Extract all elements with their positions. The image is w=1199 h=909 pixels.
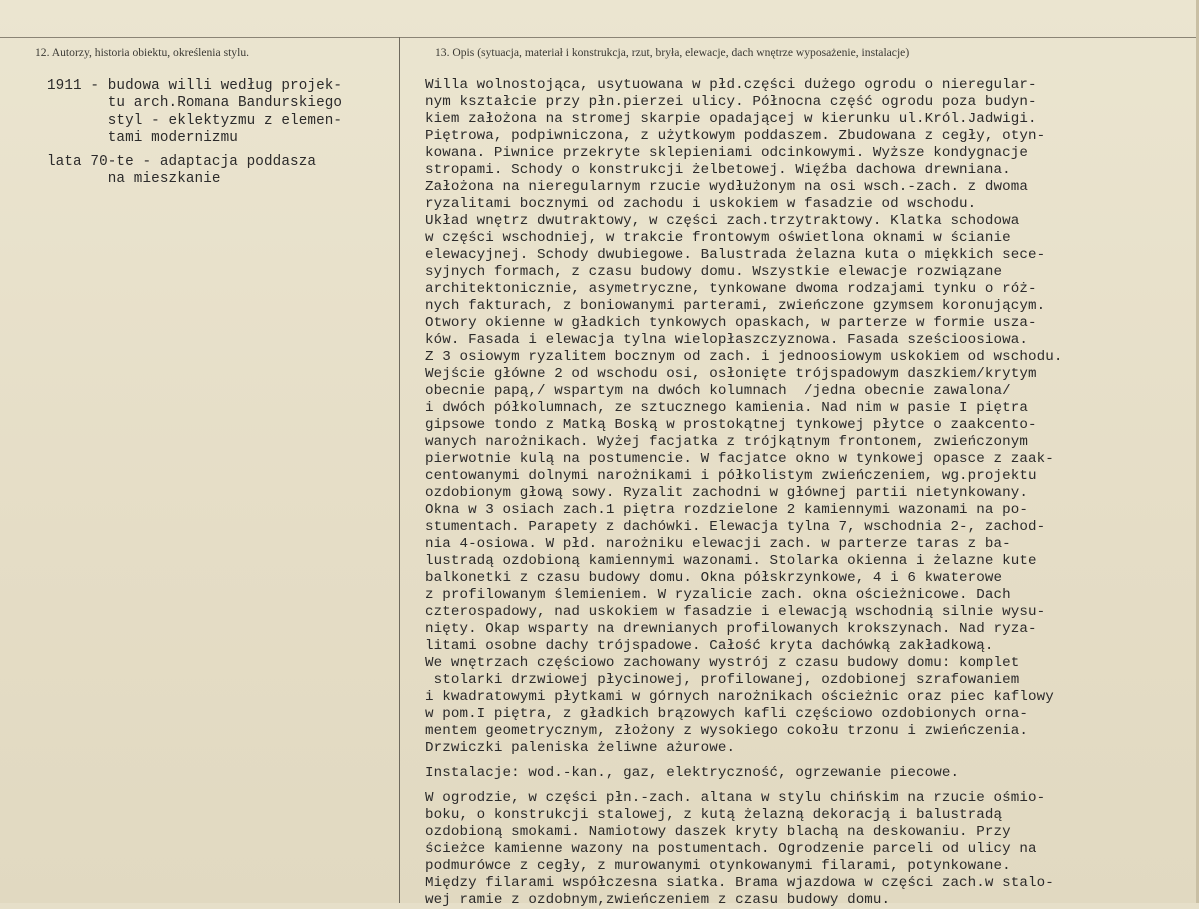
history-entry-1911: 1911 - budowa willi według projek- tu arch.Romana Bandurskiego styl - eklektyzmu z elemen- tami modernizmu [47, 78, 343, 146]
section-13-header: 13. Opis (sytuacja, materiał i konstrukcja, rzut, bryła, elewacje, dach wnętrze wyposażenie, instalacje) [435, 46, 910, 59]
description-installations: Instalacje: wod.-kan., gaz, elektryczność, ogrzewanie piecowe. [425, 765, 960, 781]
description-column [425, 77, 1185, 909]
section-12-header: 12. Autorzy, historia obiektu, określenia stylu. [35, 46, 250, 59]
column-divider [399, 37, 400, 903]
description-garden: W ogrodzie, w części płn.-zach. altana w stylu chińskim na rzucie ośmio- boku, o konstrukcji stalowej, z kutą żelazną dekoracją i balustradą ozdobioną smokami. Namiotowy daszek kryty blachą na deskowaniu. Przy ścieżce kamienne wazony na postumentach. Ogrodzenie parceli od ulicy na podmurówce z cegły, z murowanymi otynkowanymi filarami, potynkowane. Między filarami współczesna siatka. Brama wjazdowa w części zach.w stalo- wej ramie z ozdobnym,zwieńczeniem z czasu budowy domu. [425, 790, 1054, 908]
history-column [47, 78, 392, 189]
description-main: Willa wolnostojąca, usytuowana w płd.części dużego ogrodu o nieregular- nym kształcie przy płn.pierzei ulicy. Północna część ogrodu poza budyn- kiem założona na stromej skarpie opadającej w kierunku ul.Król.Jadwigi. Piętrowa, podpiwniczona, z użytkowym poddaszem. Zbudowana z cegły, otyn- kowana. Piwnice przekryte sklepieniami odcinkowymi. Wyższe kondygnacje stropami. Schody o konstrukcji żelbetowej. Więźba dachowa drewniana. Założona na nieregularnym rzucie wydłużonym na osi wsch.-zach. z dwoma ryzalitami bocznymi od zachodu i uskokiem w fasadzie od wschodu. Układ wnętrz dwutraktowy, w części zach.trzytraktowy. Klatka schodowa w części wschodniej, w trakcie frontowym oświetlona oknami w ścianie elewacyjnej. Schody dwubiegowe. Balustrada żelazna kuta o miękkich sece- syjnych formach, z czasu budowy domu. Wszystkie elewacje rozwiązane architektonicznie, asymetryczne, tynkowane dwoma rodzajami tynku o róż- nych fakturach, z boniowanymi parterami, zwieńczone gzymsem koronującym. Otwory okienne w gładkich tynkowych opaskach, w parterze w formie uszа- ków. Fasada i elewacja tylna wielopłaszczyznowa. Fasada sześcioosiowa. Z 3 osiowym ryzalitem bocznym od zach. i jednoosiowym uskokiem od wschodu. Wejście główne 2 od wschodu osi, osłonięte trójspadowym daszkiem/krytym obecnie papą,/ wspartym na dwóch kolumnach /jedna obecnie zawalona/ i dwóch półkolumnach, ze sztucznego kamienia. Nad nim w pasie I piętra gipsowe tondo z Matką Boską w prostokątnej tynkowej płytce o zaakcento- wanych narożnikach. Wyżej facjatka z trójkątnym frontonem, zwieńczonym pierwotnie kulą na postumencie. W facjatce okno w tynkowej opasce z zaak- centowanymi dolnymi narożnikami i półkolistym zwieńczeniem, wg.projektu ozdobionym głową sowy. Ryzalit zachodni w głównej partii nietynkowany. Okna w 3 osiach zach.1 piętra rozdzielone 2 kamiennymi wazonami na po- stumentach. Parapety z dachówki. Elewacja tylna 7, wschodnia 2-, zachod- nia 4-osiowa. W płd. narożniku elewacji zach. w parterze taras z ba- lustradą ozdobioną kamiennymi wazonami. Stolarka okienna i żelazne kute balkonetki z czasu budowy domu. Okna półskrzynkowe, 4 i 6 kwaterowe z profilowanym ślemieniem. W ryzalicie zach. okna ościeżnicowe. Dach cztеrospadowy, nad uskokiem w fasadzie i elewacją wschodnią silnie wysu- nięty. Okap wsparty na drewnianych profilowanych krokszynach. Nad ryza- litami osobne dachy trójspadowe. Całość kryta dachówką zakładkową. We wnętrzach częściowo zachowany wystrój z czasu budowy domu: komplet stolarki drzwiowej płycinowej, profilowanej, ozdobionej szrafowaniem i kwadratowymi płytkami w górnych narożnikach ościeżnic oraz piec kaflowy w pom.I piętra, z gładkich brązowych kafli częściowo ozdobionych orna- mentem geometrycznym, złożony z wysokiego cokołu trzonu i zwieńczenia. Drzwiczki paleniska żeliwne ażurowe. [425, 77, 1063, 756]
header-rule [0, 37, 1199, 38]
history-entry-1970s: lata 70-te - adaptacja poddasza na mieszkanie [47, 154, 317, 188]
